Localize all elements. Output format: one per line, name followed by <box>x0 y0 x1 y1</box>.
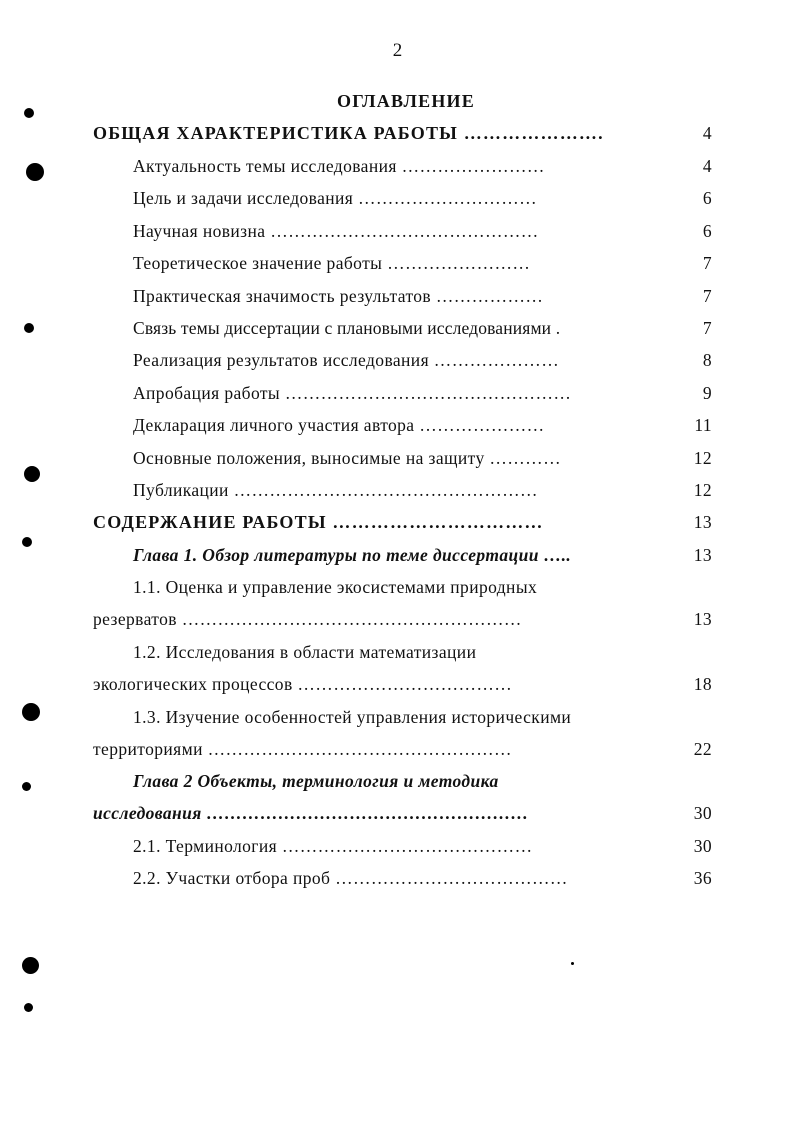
page-ref: 22 <box>693 739 712 759</box>
page-ref: 6 <box>702 221 712 241</box>
page-ref: 13 <box>693 609 712 629</box>
toc-entry-1-3-first-line: 1.3. Изучение особенностей управления историческими <box>133 707 572 727</box>
page-ref: 7 <box>702 318 712 338</box>
page-ref: 36 <box>693 868 712 888</box>
page-ref: 4 <box>702 123 712 143</box>
punch-hole <box>24 466 40 482</box>
toc-entry-text: экологических процессов ……………………………… <box>93 674 513 694</box>
toc-entry-text: Глава 1. Обзор литературы по теме диссертации ….. <box>133 545 572 565</box>
punch-hole <box>22 782 31 791</box>
punch-hole <box>22 957 39 974</box>
toc-entry-text: Основные положения, выносимые на защиту ………… <box>133 448 561 468</box>
punch-hole <box>26 163 44 181</box>
page-ref: 4 <box>702 156 712 176</box>
toc-entry-1-2-first-line: 1.2. Исследования в области математизации <box>133 642 477 662</box>
page-ref: 7 <box>702 286 712 306</box>
page-ref: 30 <box>693 836 712 856</box>
page-number: 2 <box>392 40 403 61</box>
page-ref: 8 <box>702 350 712 370</box>
toc-entry-text: Актуальность темы исследования …………………… <box>133 156 545 176</box>
punch-hole <box>24 1003 33 1012</box>
toc-entry-text: 2.1. Терминология …………………………………… <box>133 836 533 856</box>
toc-entry-text: Связь темы диссертации с плановыми исследованиями . <box>133 318 561 338</box>
toc-entry-text: резерватов ………………………………………………… <box>93 609 522 629</box>
page-ref: 13 <box>693 512 712 532</box>
toc-entry-text: исследования ……………………………………………… <box>93 803 529 823</box>
toc-entry-text: Реализация результатов исследования ………………… <box>133 350 560 370</box>
page-ref: 30 <box>693 803 712 823</box>
toc-heading: ОГЛАВЛЕНИЕ <box>337 91 475 111</box>
punch-hole <box>24 323 34 333</box>
toc-entry-text: Публикации …………………………………………… <box>133 480 538 500</box>
punch-hole <box>22 703 40 721</box>
page-ref: 7 <box>702 253 712 273</box>
toc-entry-text: СОДЕРЖАНИЕ РАБОТЫ …………………………… <box>93 512 544 532</box>
toc-entry-text: Практическая значимость результатов ……………… <box>133 286 544 306</box>
toc-entry-text: ОБЩАЯ ХАРАКТЕРИСТИКА РАБОТЫ …………………. <box>93 123 604 143</box>
toc-entry-text: Декларация личного участия автора ………………… <box>133 415 545 435</box>
toc-entry-chapter-2-first-line: Глава 2 Объекты, терминология и методика <box>133 771 499 791</box>
scan-speck <box>571 962 574 965</box>
page-ref: 18 <box>693 674 712 694</box>
toc-entry-text: Цель и задачи исследования ………………………… <box>133 188 538 208</box>
toc-entry-text: Теоретическое значение работы …………………… <box>133 253 531 273</box>
page-ref: 12 <box>693 480 712 500</box>
page-ref: 11 <box>694 415 712 435</box>
page-ref: 13 <box>693 545 712 565</box>
page-ref: 12 <box>693 448 712 468</box>
toc-entry-1-1-first-line: 1.1. Оценка и управление экосистемами природных <box>133 577 538 597</box>
page-ref: 9 <box>702 383 712 403</box>
toc-entry-text: Апробация работы ………………………………………… <box>133 383 572 403</box>
punch-hole <box>22 537 32 547</box>
toc-entry-text: Научная новизна ……………………………………… <box>133 221 539 241</box>
toc-entry-text: 2.2. Участки отбора проб ………………………………… <box>133 868 568 888</box>
punch-hole <box>24 108 34 118</box>
toc-entry-text: территориями …………………………………………… <box>93 739 512 759</box>
page-ref: 6 <box>702 188 712 208</box>
